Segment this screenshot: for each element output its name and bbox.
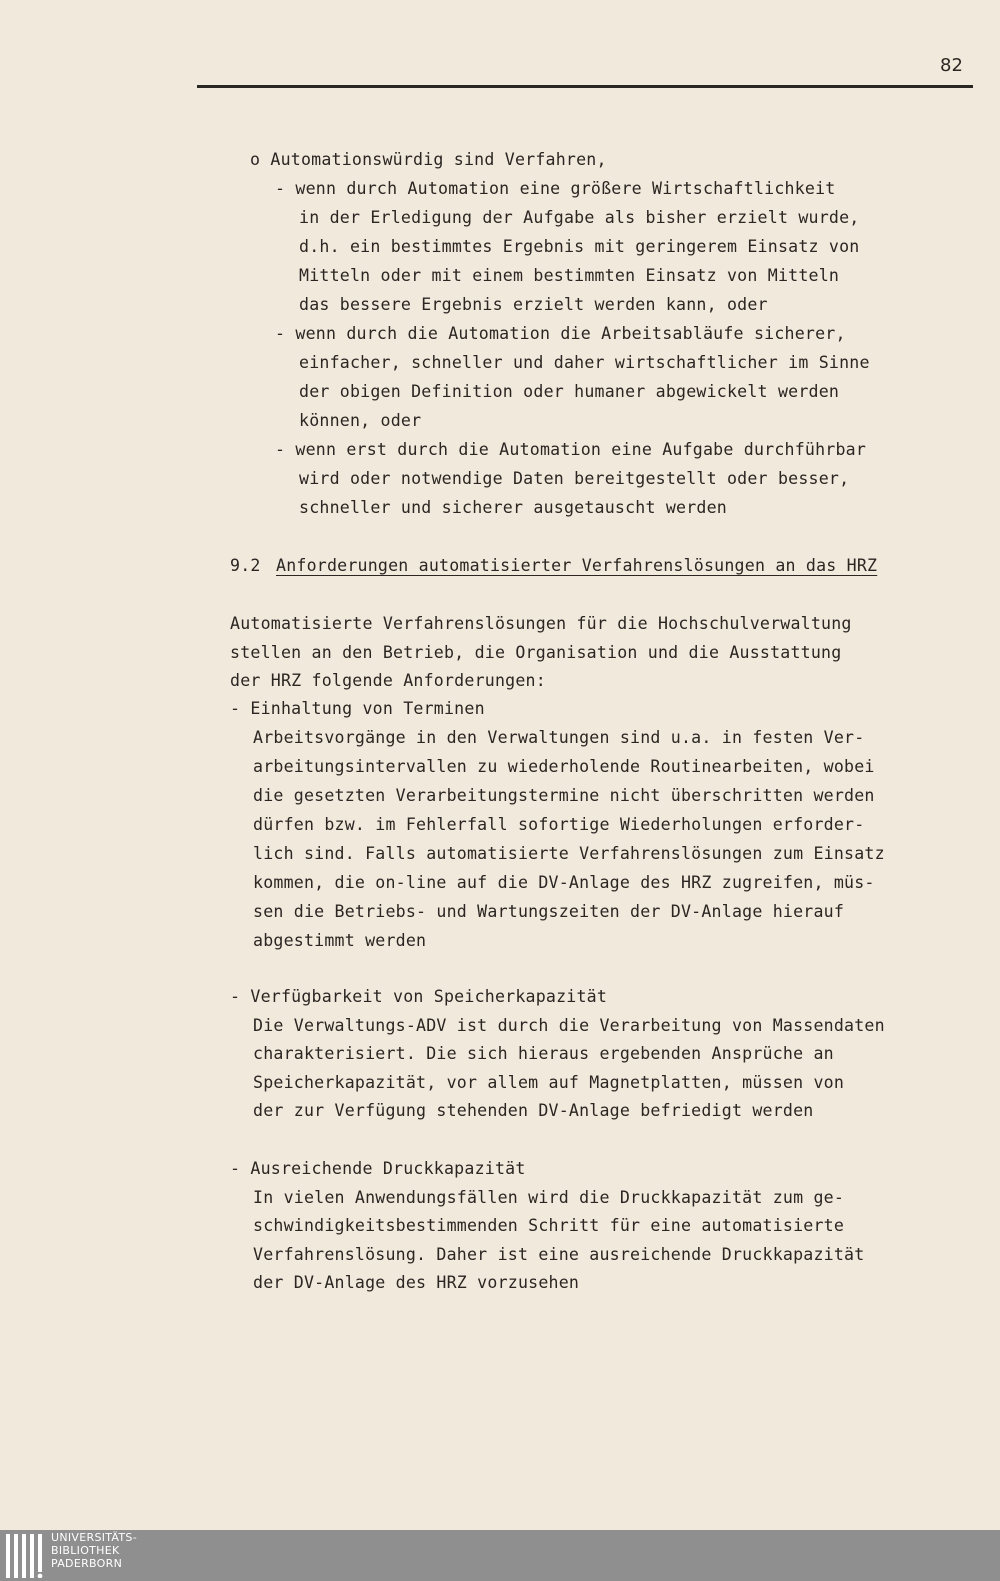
- library-name-line: PADERBORN: [51, 1557, 123, 1570]
- text-line: wird oder notwendige Daten bereitgestellt oder besser,: [299, 469, 850, 488]
- text-line: der DV-Anlage des HRZ vorzusehen: [253, 1273, 580, 1292]
- text-line: der zur Verfügung stehenden DV-Anlage befriedigt werden: [253, 1101, 814, 1120]
- text-line: - Verfügbarkeit von Speicherkapazität: [230, 987, 608, 1006]
- text-line: Speicherkapazität, vor allem auf Magnetplatten, müssen von: [253, 1073, 845, 1092]
- text-line: charakterisiert. Die sich hieraus ergebenden Ansprüche an: [253, 1044, 834, 1063]
- library-name: [51, 1531, 137, 1570]
- library-logo-icon: [6, 1534, 46, 1578]
- text-line: Verfahrenslösung. Daher ist eine ausreichende Druckkapazität: [253, 1245, 865, 1264]
- text-line: Arbeitsvorgänge in den Verwaltungen sind u.a. in festen Ver-: [253, 728, 865, 747]
- text-line: in der Erledigung der Aufgabe als bisher erzielt wurde,: [299, 208, 860, 227]
- text-line: der obigen Definition oder humaner abgewickelt werden: [299, 382, 840, 401]
- text-line: abgestimmt werden: [253, 931, 427, 950]
- text-line: - wenn durch die Automation die Arbeitsabläufe sicherer,: [275, 324, 846, 343]
- text-line: o Automationswürdig sind Verfahren,: [250, 150, 607, 169]
- text-line: d.h. ein bestimmtes Ergebnis mit geringerem Einsatz von: [299, 237, 860, 256]
- text-line: lich sind. Falls automatisierte Verfahrenslösungen zum Einsatz: [253, 844, 885, 863]
- text-line: arbeitungsintervallen zu wiederholende Routinearbeiten, wobei: [253, 757, 875, 776]
- text-line: die gesetzten Verarbeitungstermine nicht überschritten werden: [253, 786, 875, 805]
- text-line: kommen, die on-line auf die DV-Anlage des HRZ zugreifen, müs-: [253, 873, 875, 892]
- text-line: Die Verwaltungs-ADV ist durch die Verarbeitung von Massendaten: [253, 1016, 885, 1035]
- text-line: schwindigkeitsbestimmenden Schritt für eine automatisierte: [253, 1216, 845, 1235]
- header-rule: [197, 85, 973, 88]
- text-line: - Ausreichende Druckkapazität: [230, 1159, 526, 1178]
- text-line: - wenn durch Automation eine größere Wirtschaftlichkeit: [275, 179, 836, 198]
- text-line: dürfen bzw. im Fehlerfall sofortige Wiederholungen erforder-: [253, 815, 865, 834]
- text-line: In vielen Anwendungsfällen wird die Druckkapazität zum ge-: [253, 1188, 845, 1207]
- text-line: schneller und sicherer ausgetauscht werden: [299, 498, 727, 517]
- library-name-line: BIBLIOTHEK: [51, 1544, 120, 1557]
- text-line: das bessere Ergebnis erzielt werden kann, oder: [299, 295, 768, 314]
- text-line: stellen an den Betrieb, die Organisation und die Ausstattung: [230, 643, 842, 662]
- library-name-line: UNIVERSITÄTS-: [51, 1531, 137, 1544]
- text-line: einfacher, schneller und daher wirtschaftlicher im Sinne: [299, 353, 870, 372]
- text-line: - Einhaltung von Terminen: [230, 699, 485, 718]
- library-footer-bar: [0, 1530, 1000, 1581]
- text-line: Automatisierte Verfahrenslösungen für die Hochschulverwaltung: [230, 614, 852, 633]
- text-line: Mitteln oder mit einem bestimmten Einsatz von Mitteln: [299, 266, 840, 285]
- text-line: der HRZ folgende Anforderungen:: [230, 671, 546, 690]
- section-heading: Anforderungen automatisierter Verfahrenslösungen an das HRZ: [276, 556, 878, 575]
- text-line: - wenn erst durch die Automation eine Aufgabe durchführbar: [275, 440, 867, 459]
- page-number: 82: [940, 55, 963, 76]
- section-number: 9.2: [230, 556, 261, 575]
- text-line: können, oder: [299, 411, 422, 430]
- text-line: sen die Betriebs- und Wartungszeiten der DV-Anlage hierauf: [253, 902, 845, 921]
